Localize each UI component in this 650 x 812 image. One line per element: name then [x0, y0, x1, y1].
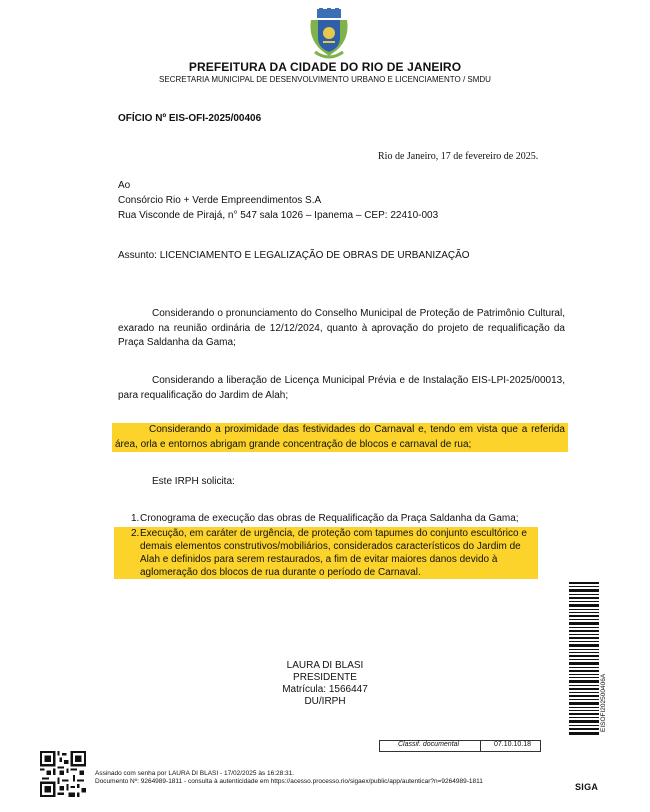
paragraph-carnival-highlighted: Considerando a proximidade das festividades do Carnaval e, tendo em vista que a referida área, orla e entornos abrigam grande concentração de blocos e carnaval de rua;	[112, 423, 568, 452]
classification-box	[379, 740, 541, 752]
authentication-footer	[95, 770, 555, 786]
signer-name: LAURA DI BLASI	[286, 660, 364, 671]
subject-line: Assunto: LICENCIAMENTO E LEGALIZAÇÃO DE OBRAS DE URBANIZAÇÃO	[118, 250, 470, 261]
signed-by-text: Assinado com senha por LAURA DI BLASI - 17/02/2025 às 16:28:31.	[95, 770, 295, 777]
signer-unit: DU/IRPH	[304, 696, 346, 707]
classification-value: 07.10.10.18	[494, 741, 531, 748]
organization-name: PREFEITURA DA CIDADE DO RIO DE JANEIRO	[188, 60, 462, 74]
rio-city-coat-of-arms-icon	[307, 8, 351, 60]
recipient-name: Consórcio Rio + Verde Empreendimentos S.A	[118, 195, 322, 206]
document-reference: OFÍCIO Nº EIS-OFI-2025/00406	[118, 113, 262, 124]
list-item-text: Cronograma de execução das obras de Requalificação da Praça Saldanha da Gama;	[140, 513, 519, 524]
paragraph-heritage-council: Considerando o pronunciamento do Conselho Municipal de Proteção de Patrimônio Cultural, exarado na reunião ordinária de 12/12/2024, quanto à aprovação do projeto de requalificação da Praça Saldanha da Gama;	[118, 308, 565, 348]
barcode-text: EISOFI202500406A	[600, 673, 607, 732]
list-item-text: Execução, em caráter de urgência, de proteção com tapumes do conjunto escultórico e demais elementos construtivos/mobiliários, considerados característicos do Jardim de Alah e definidos para serem restaurados, a fim de evitar maiores danos devido à aglomeração dos blocos de rua durante o período de Carnaval.	[140, 528, 527, 578]
signature-block	[0, 660, 650, 708]
signer-title: PRESIDENTE	[293, 672, 357, 683]
signer-registration: Matrícula: 1566447	[282, 684, 368, 695]
list-item	[118, 512, 538, 525]
department-name: SECRETARIA MUNICIPAL DE DESENVOLVIMENTO URBANO E LICENCIAMENTO / SMDU	[159, 75, 491, 84]
paragraph-license: Considerando a liberação de Licença Municipal Prévia e de Instalação EIS-LPI-2025/00013, para requalificação do Jardim de Alah;	[118, 375, 565, 401]
recipient-to: Ao	[118, 180, 131, 191]
list-item-number: 1.	[131, 513, 140, 524]
classification-label: Classif. documental	[398, 741, 460, 748]
qr-code-icon	[40, 751, 86, 797]
list-item-highlighted	[114, 527, 538, 579]
recipient-address: Rua Visconde de Pirajá, n° 547 sala 1026 – Ipanema – CEP: 22410-003	[118, 210, 439, 221]
request-list	[118, 512, 538, 579]
document-date: Rio de Janeiro, 17 de fevereiro de 2025.	[378, 151, 539, 162]
request-intro: Este IRPH solicita:	[152, 476, 235, 487]
list-item-number: 2.	[131, 528, 140, 539]
siga-logo: SIGA	[575, 782, 599, 792]
document-authenticity-text: Documento Nº: 9264989-1811 - consulta à autenticidade em https://acesso.processo.rio/sigaex/public/app/autenticar?n=9264989-1811	[95, 778, 483, 785]
barcode-icon	[569, 582, 599, 735]
